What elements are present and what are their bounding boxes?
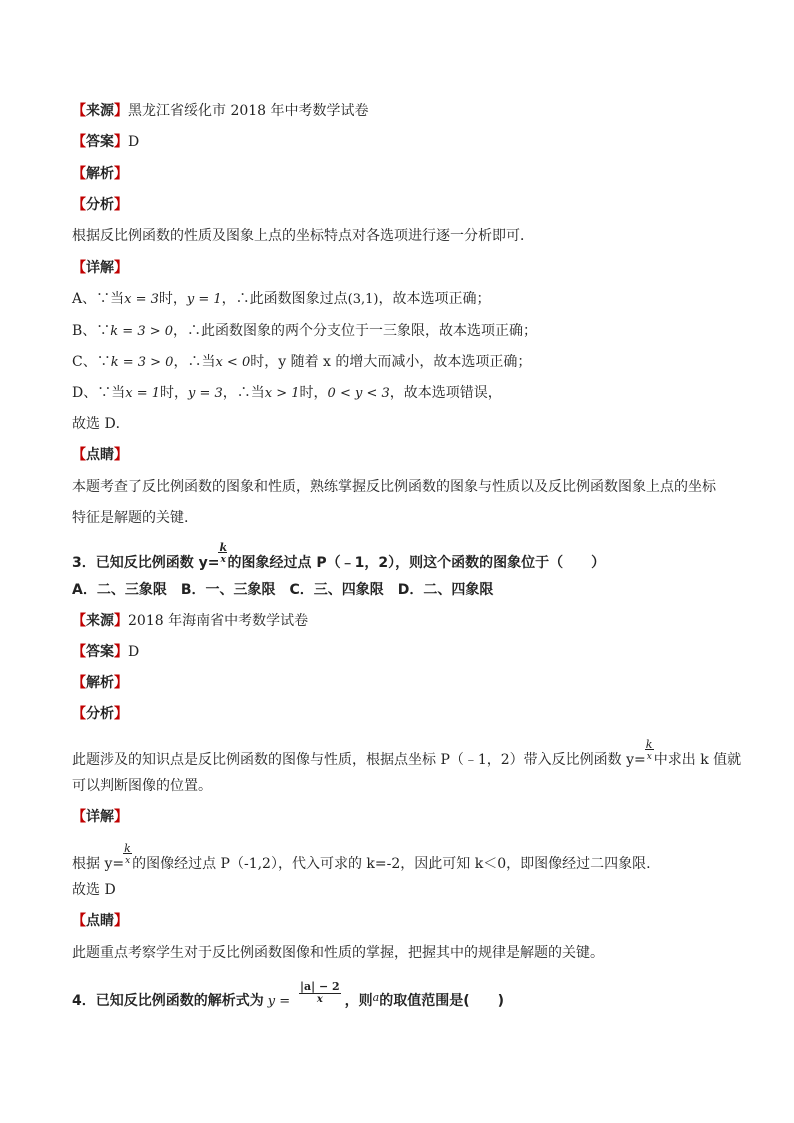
question-4-stem: 4．已知反比例函数的解析式为 y = $\frac{|a| - 2}{x}$ ，则$^a$的取值范围是( ) <box>72 980 505 1009</box>
fraction-k-over-x: k x <box>645 738 653 762</box>
answer-text: D <box>128 644 140 660</box>
source-text: 黑龙江省绥化市 2018 年中考数学试卷 <box>128 103 369 119</box>
fenxi-text-2b: 可以判断图像的位置。 <box>72 778 212 794</box>
detail-option-d: D、∵当x = 1时，y = 3，∴当x > 1时，0 < y < 3，故本选项错误， <box>72 385 502 401</box>
answer-line-2: 【答案】D <box>72 644 140 660</box>
comment-heading-2: 【点睛】 <box>72 913 128 929</box>
comment-text-1b: 特征是解题的关键. <box>72 510 189 526</box>
fenxi-heading-1: 【分析】 <box>72 197 128 213</box>
source-text: 2018 年海南省中考数学试卷 <box>128 613 309 629</box>
comment-text-1a: 本题考查了反比例函数的图象和性质，熟练掌握反比例函数的图象与性质以及反比例函数图象上点的坐标 <box>72 479 716 495</box>
answer-text: D <box>128 134 140 150</box>
choose-line-2: 故选 D <box>72 882 116 898</box>
fenxi-text-1: 根据反比例函数的性质及图象上点的坐标特点对各选项进行逐一分析即可． <box>72 228 534 244</box>
question-3-stem: 3．已知反比例函数 y= k x 的图象经过点 P（﹣1，2），则这个函数的图象位于（ ） <box>72 541 606 571</box>
fraction-k-over-x: k x <box>124 842 131 866</box>
fraction-k-over-x: k x <box>219 541 228 565</box>
detail-text-2: 根据 y= k x 的图像经过点 P（-1,2），代入可求的 k=-2，因此可知 k＜0，即图像经过二四象限. <box>72 842 651 872</box>
fraction-abs-a-minus-2-over-x: $\frac{|a| - 2}{x}$ <box>300 980 340 1005</box>
comment-heading-1: 【点睛】 <box>72 447 128 463</box>
detail-option-c: C、∵k = 3 > 0，∴当x < 0时，y 随着 x 的增大而减小，故本选项正确； <box>72 354 532 370</box>
detail-option-b: B、∵k = 3 > 0，∴此函数图象的两个分支位于一三象限，故本选项正确； <box>72 323 538 339</box>
fenxi-heading-2: 【分析】 <box>72 706 128 722</box>
fenxi-text-2a: 此题涉及的知识点是反比例函数的图像与性质，根据点坐标 P（﹣1，2）带入反比例函数 y= k x 中求出 k 值就 <box>72 738 742 768</box>
analysis-heading-1: 【解析】 <box>72 166 128 182</box>
choose-line-1: 故选 D． <box>72 416 130 432</box>
analysis-heading-2: 【解析】 <box>72 675 128 691</box>
comment-text-2: 此题重点考察学生对于反比例函数图像和性质的掌握，把握其中的规律是解题的关键。 <box>72 945 604 961</box>
answer-tag: 【答案】 <box>72 134 128 150</box>
detail-option-a: A、∵当x = 3时，y = 1，∴此函数图象过点(3,1)，故本选项正确； <box>72 291 491 307</box>
detail-heading-2: 【详解】 <box>72 809 128 825</box>
source-line-2: 【来源】2018 年海南省中考数学试卷 <box>72 613 309 629</box>
source-line-1 <box>72 102 369 120</box>
answer-line-1 <box>72 133 139 151</box>
detail-heading-1: 【详解】 <box>72 260 128 276</box>
question-3-options: A．二、三象限 B．一、三象限 C．三、四象限 D．二、四象限 <box>72 582 494 598</box>
source-tag: 【来源】 <box>72 103 128 119</box>
